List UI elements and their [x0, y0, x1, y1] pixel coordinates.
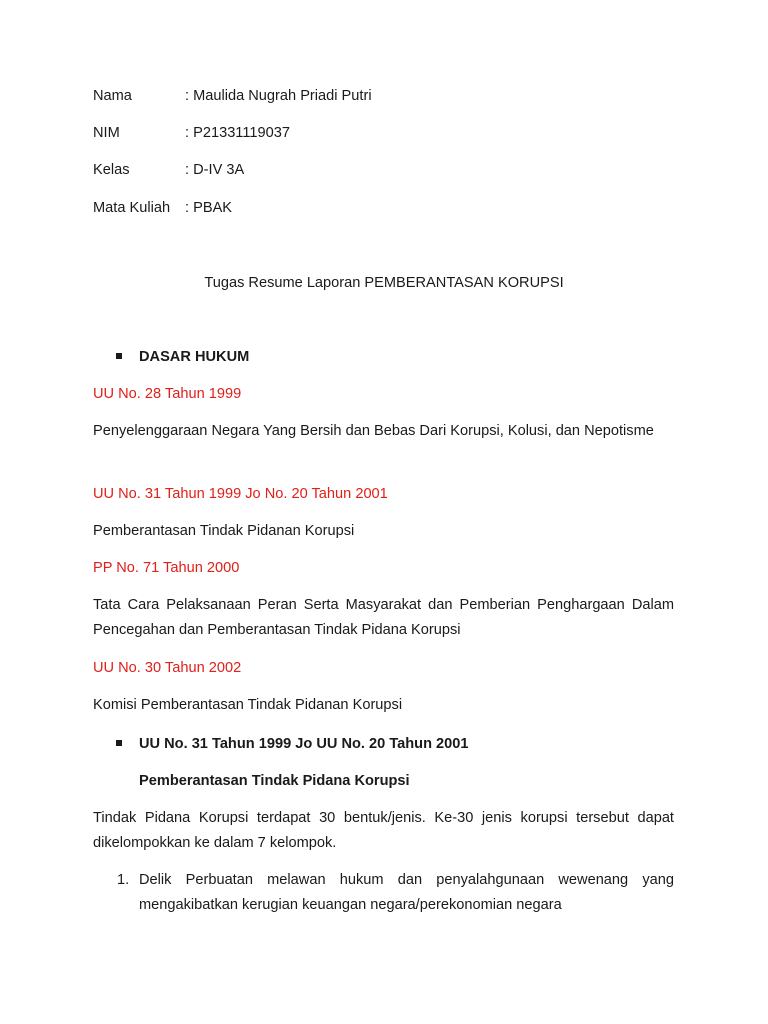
body-paragraph: Tindak Pidana Korupsi terdapat 30 bentuk/jenis. Ke-30 jenis korupsi tersebut dapat dikelompokkan ke dalam 7 kelompok.: [93, 810, 674, 851]
list-item: [93, 868, 674, 918]
section-subheading: Pemberantasan Tindak Pidana Korupsi: [139, 773, 410, 789]
info-value-nama: : Maulida Nugrah Priadi Putri: [185, 88, 372, 104]
info-value-nim: : P21331119037: [185, 125, 290, 141]
info-row-mata-kuliah: [93, 198, 232, 218]
law-description: Penyelenggaraan Negara Yang Bersih dan Bebas Dari Korupsi, Kolusi, dan Nepotisme: [93, 423, 654, 439]
info-row-kelas: [93, 160, 244, 180]
law-description: Komisi Pemberantasan Tindak Pidanan Korupsi: [93, 697, 403, 713]
section-heading-text: DASAR HUKUM: [139, 349, 250, 365]
list-item-number: 1.: [117, 872, 130, 888]
law-description: Pemberantasan Tindak Pidanan Korupsi: [93, 523, 355, 539]
law-reference: UU No. 30 Tahun 2002: [93, 660, 242, 676]
info-label-nim: NIM: [93, 125, 120, 141]
list-item-text: Delik Perbuatan melawan hukum dan penyalahgunaan wewenang yang mengakibatkan kerugian keuangan negara/perekonomian negara: [139, 872, 674, 913]
square-bullet-icon: [116, 740, 122, 746]
law-reference: PP No. 71 Tahun 2000: [93, 560, 240, 576]
info-label-mata-kuliah: Mata Kuliah: [93, 200, 171, 216]
law-reference: UU No. 28 Tahun 1999: [93, 386, 242, 402]
law-reference: UU No. 31 Tahun 1999 Jo No. 20 Tahun 2001: [93, 486, 388, 502]
info-row-nama: [93, 86, 372, 106]
info-label-kelas: Kelas: [93, 162, 130, 178]
info-row-nim: [93, 123, 290, 143]
info-value-kelas: : D-IV 3A: [185, 162, 245, 178]
law-description: Tata Cara Pelaksanaan Peran Serta Masyarakat dan Pemberian Penghargaan Dalam Pencegahan dan Pemberantasan Tindak Pidana Korupsi: [93, 597, 674, 638]
section-heading-text: UU No. 31 Tahun 1999 Jo UU No. 20 Tahun 2001: [139, 736, 469, 752]
info-label-nama: Nama: [93, 88, 132, 104]
info-value-mata-kuliah: : PBAK: [185, 200, 233, 216]
document-title: Tugas Resume Laporan PEMBERANTASAN KORUPSI: [204, 275, 564, 291]
square-bullet-icon: [116, 353, 122, 359]
